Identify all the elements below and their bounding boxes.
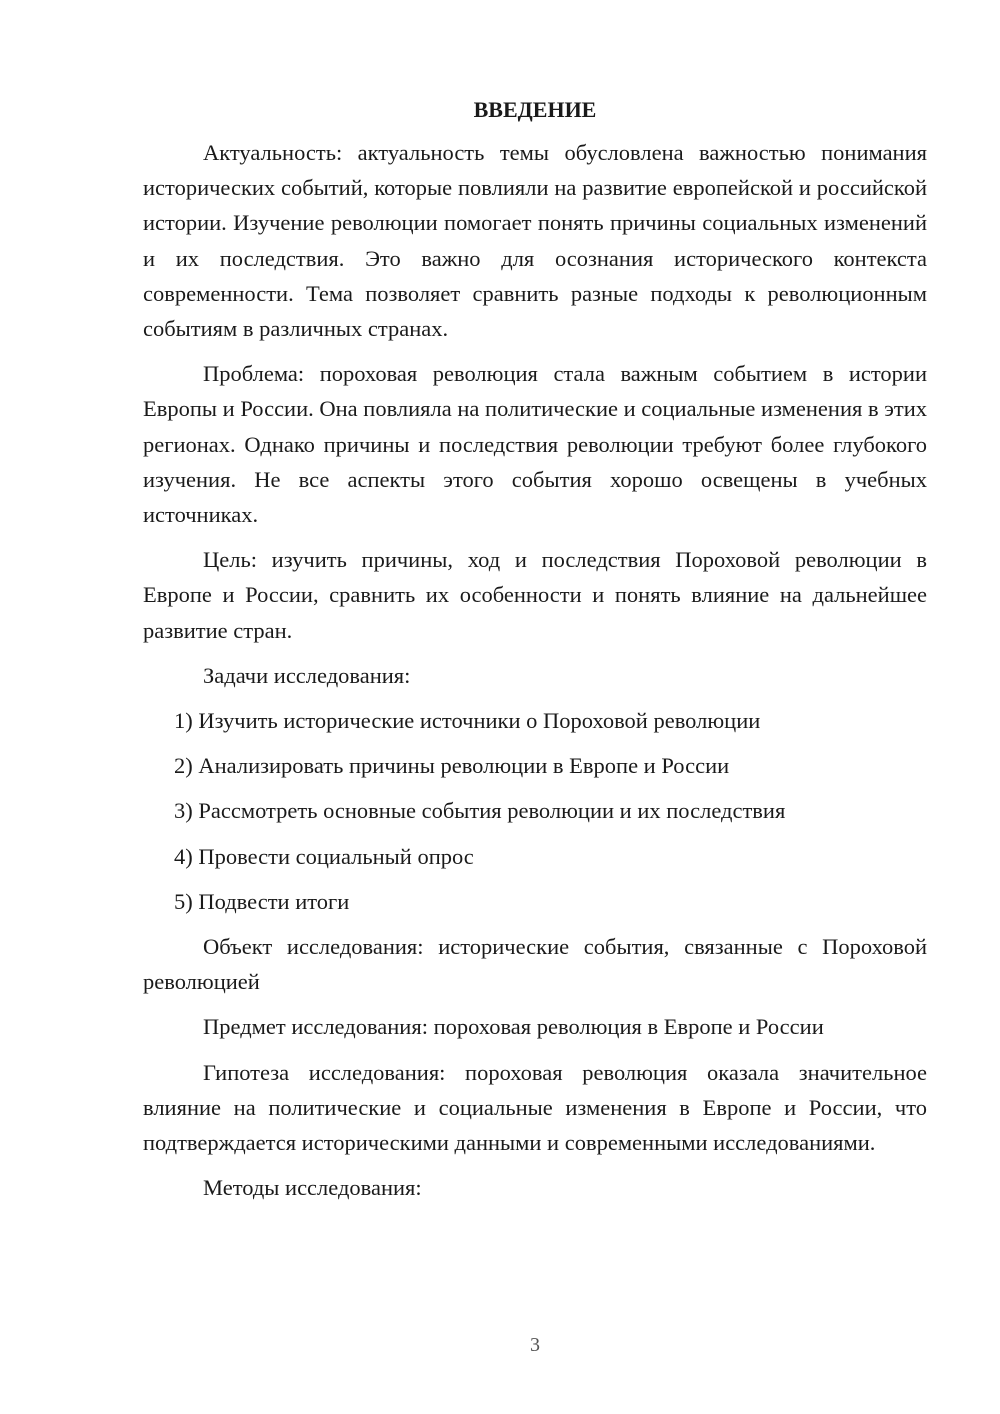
page-title: ВВЕДЕНИЕ bbox=[473, 97, 597, 122]
list-item: 4) Провести социальный опрос bbox=[174, 843, 474, 869]
list-item: 5) Подвести итоги bbox=[174, 888, 350, 914]
list-item: 1) Изучить исторические источники о Пороховой революции bbox=[174, 708, 761, 734]
tasks-list bbox=[143, 703, 927, 919]
paragraph-relevance: Актуальность: актуальность темы обусловлена важностью понимания исторических событий, которые повлияли на развитие европейской и российской истории. Изучение революции помогает понять причины социальных изменений и их последствия. Это важно для осознания исторического контекста современности. Тема позволяет сравнить разные подходы к революционным событиям в различных странах. bbox=[143, 140, 927, 342]
list-item: 3) Рассмотреть основные события революции и их последствия bbox=[174, 798, 786, 824]
methods-heading: Методы исследования: bbox=[203, 1175, 422, 1201]
list-item: 2) Анализировать причины революции в Европе и России bbox=[174, 753, 730, 779]
paragraph-object: Объект исследования: исторические события, связанные с Пороховой революцией bbox=[143, 934, 927, 995]
paragraph-goal: Цель: изучить причины, ход и последствия Пороховой революции в Европе и России, сравнить их особенности и понять влияние на дальнейшее развитие стран. bbox=[143, 547, 927, 643]
page-number: 3 bbox=[530, 1334, 540, 1356]
paragraph-hypothesis: Гипотеза исследования: пороховая революция оказала значительное влияние на политические и социальные изменения в Европе и России, что подтверждается историческими данными и современными исследованиями. bbox=[143, 1059, 927, 1156]
paragraph-subject: Предмет исследования: пороховая революция в Европе и России bbox=[203, 1014, 824, 1040]
tasks-heading: Задачи исследования: bbox=[203, 662, 411, 688]
paragraph-problem: Проблема: пороховая революция стала важным событием в истории Европы и России. Она повлияла на политические и социальные изменения в этих регионах. Однако причины и последствия революции требуют более глубокого изучения. Не все аспекты этого события хорошо освещены в учебных источниках. bbox=[143, 361, 927, 528]
page-content bbox=[143, 92, 927, 1215]
